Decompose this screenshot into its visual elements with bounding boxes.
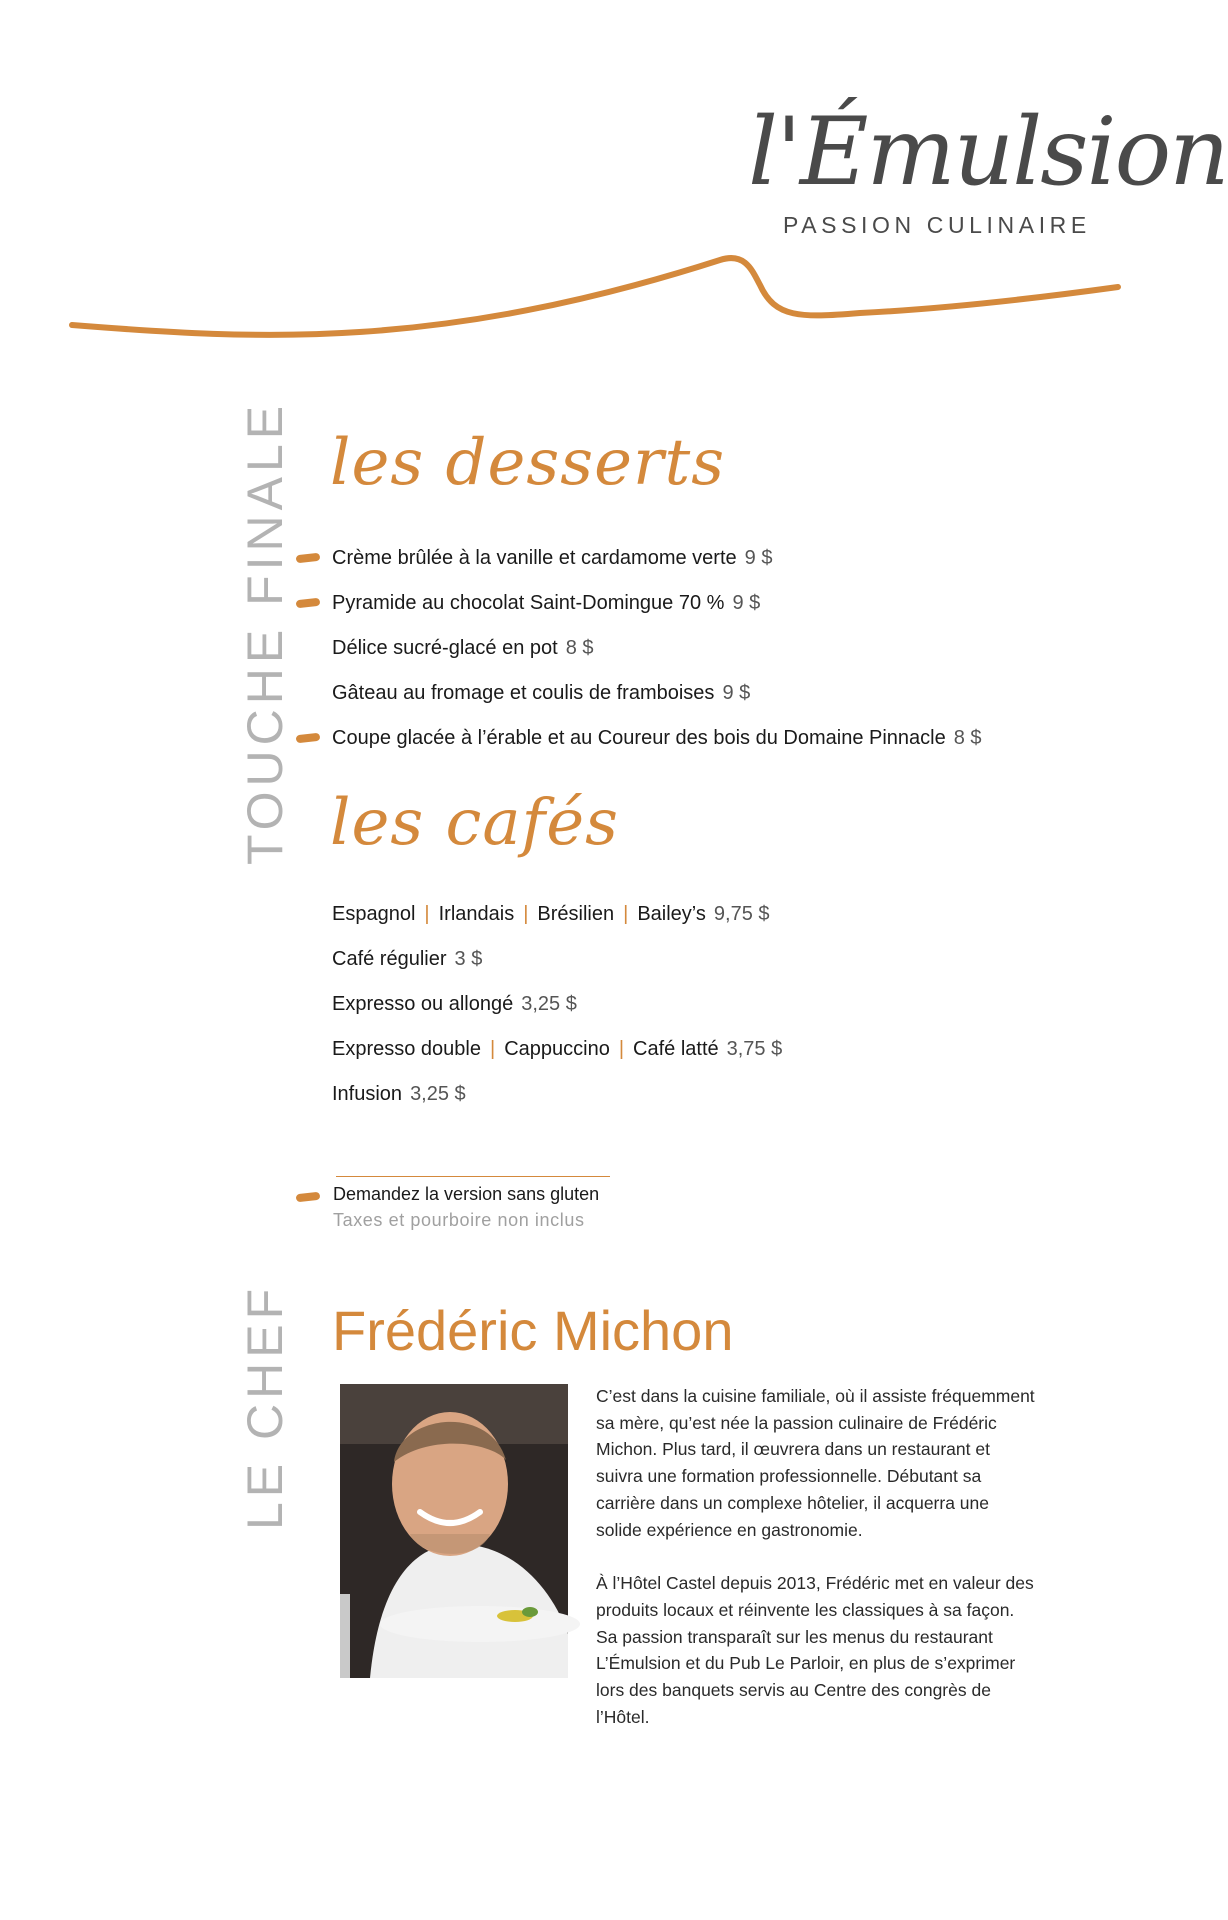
cafe-name: Irlandais bbox=[438, 903, 515, 925]
dessert-name: Délice sucré-glacé en pot bbox=[332, 637, 558, 659]
dessert-item bbox=[332, 634, 594, 662]
separator: | bbox=[623, 903, 629, 925]
orange-dash-icon bbox=[296, 598, 321, 608]
le-chef-label: LE CHEF bbox=[237, 1283, 293, 1530]
dessert-item bbox=[332, 724, 982, 752]
dessert-name: Gâteau au fromage et coulis de framboises bbox=[332, 682, 715, 704]
cafe-item bbox=[332, 945, 482, 973]
cafe-price: 3,25 $ bbox=[521, 993, 577, 1015]
orange-dash-icon bbox=[296, 553, 321, 563]
dessert-price: 8 $ bbox=[565, 637, 594, 659]
cafe-name: Brésilien bbox=[537, 903, 615, 925]
gluten-note: Demandez la version sans gluten bbox=[333, 1184, 600, 1204]
chef-bio-paragraph: C’est dans la cuisine familiale, où il assiste fréquemment sa mère, qu’est née la passion culinaire de Frédéric Michon. Plus tard, il œuvrera dans un restaurant et suivra une formation professionnelle. Débutant sa carrière dans un complexe hôtelier, il acquerra une solide expérience en gastronomie. bbox=[596, 1386, 1035, 1540]
cafe-name: Expresso ou allongé bbox=[332, 993, 514, 1015]
dessert-item bbox=[332, 544, 772, 572]
cafe-name: Bailey’s bbox=[637, 903, 706, 925]
cafe-price: 3,25 $ bbox=[410, 1083, 466, 1105]
separator: | bbox=[618, 1038, 625, 1060]
dessert-name: Pyramide au chocolat Saint-Domingue 70 % bbox=[332, 592, 725, 614]
dessert-item bbox=[332, 589, 760, 617]
cafe-price: 3 $ bbox=[454, 948, 483, 970]
cafe-name: Expresso double bbox=[332, 1038, 481, 1060]
dessert-name: Coupe glacée à l’érable et au Coureur des bois du Domaine Pinnacle bbox=[332, 727, 946, 749]
chef-name: Frédéric Michon bbox=[332, 1299, 734, 1362]
brand-tagline: PASSION CULINAIRE bbox=[783, 212, 1091, 238]
touche-finale-label: TOUCHE FINALE bbox=[237, 400, 293, 865]
desserts-title: les desserts bbox=[330, 426, 726, 500]
orange-dash-icon bbox=[296, 733, 321, 743]
dessert-price: 9 $ bbox=[744, 547, 773, 569]
chef-photo bbox=[340, 1384, 568, 1678]
notes-divider bbox=[336, 1176, 610, 1177]
dessert-price: 9 $ bbox=[732, 592, 761, 614]
cafe-item bbox=[332, 1080, 466, 1108]
cafe-item bbox=[332, 1035, 782, 1063]
separator: | bbox=[489, 1038, 496, 1060]
cafe-name: Café régulier bbox=[332, 948, 447, 970]
wave-line-icon bbox=[0, 240, 1166, 350]
cafe-name: Café latté bbox=[633, 1038, 719, 1060]
cafe-item bbox=[332, 990, 577, 1018]
dessert-item bbox=[332, 679, 750, 707]
dessert-name: Crème brûlée à la vanille et cardamome verte bbox=[332, 547, 737, 569]
dessert-price: 8 $ bbox=[953, 727, 982, 749]
dessert-price: 9 $ bbox=[722, 682, 751, 704]
orange-dash-icon bbox=[296, 1192, 321, 1202]
cafe-price: 3,75 $ bbox=[726, 1038, 783, 1060]
cafe-item bbox=[332, 900, 770, 928]
cafe-name: Infusion bbox=[332, 1083, 403, 1105]
cafes-title: les cafés bbox=[330, 786, 619, 860]
separator: | bbox=[424, 903, 430, 925]
separator: | bbox=[523, 903, 529, 925]
taxes-note: Taxes et pourboire non inclus bbox=[333, 1210, 585, 1230]
cafe-name: Espagnol bbox=[332, 903, 416, 925]
cafe-name: Cappuccino bbox=[504, 1038, 610, 1060]
brand-logo: l'Émulsion bbox=[748, 98, 1228, 207]
chef-bio bbox=[596, 1383, 1036, 1757]
cafe-price: 9,75 $ bbox=[713, 903, 770, 925]
chef-bio-paragraph: À l’Hôtel Castel depuis 2013, Frédéric met en valeur des produits locaux et réinvente les classiques à sa façon. Sa passion transparaît sur les menus du restaurant L’Émulsion et du Pub Le Parloir, en plus de s’exprimer lors des banquets servis au Centre des congrès de l’Hôtel. bbox=[596, 1573, 1034, 1727]
